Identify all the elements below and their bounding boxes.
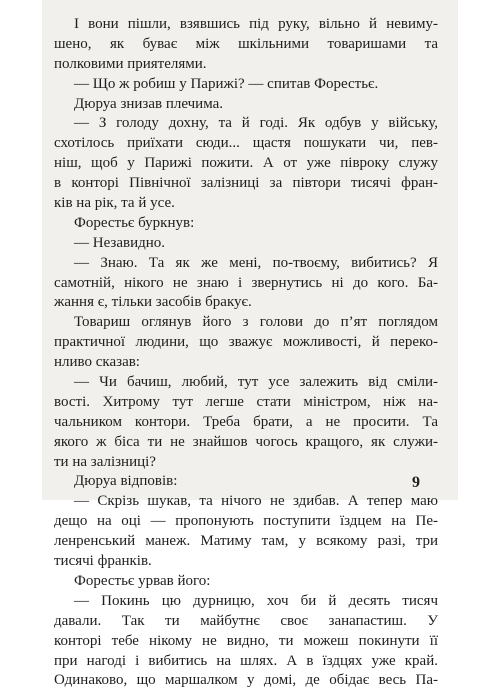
text-line: вості. Хитрому тут легше стати міністром, ніж на- [54,393,438,410]
text-line: дещо на оці — пропонують поступити їздцем на Пе- [54,513,438,530]
page-number: 9 [412,474,420,491]
text-line: Товариш оглянув його з голови до п’ят поглядом [74,314,438,331]
text-line: — Знаю. Та як же мені, по-твоєму, вибитись? Я [74,254,438,271]
text-line: — Чи бачиш, любий, тут усе залежить від сміли- [74,374,438,391]
text-line: шено, як буває між шкільними товаришами та [54,35,438,52]
body-text [54,15,438,691]
text-line: в конторі Північної залізниці за півтори тисячі фран- [54,175,438,192]
text-line: при нагоді і вибитись на шлях. А в їздцях уже край. [54,652,438,669]
text-line: Дюруа знизав плечима. [74,95,224,112]
text-line: схотілось приїхати сюди... щастя пошукати чи, пев- [54,135,438,152]
text-line: — Покинь цю дурницю, хоч би й десять тисяч [74,592,438,609]
text-line: І вони пішли, взявшись під руку, вільно й невиму- [74,16,438,32]
text-line: ленренський манеж. Матиму там, у всякому разі, три [54,533,438,550]
text-line: Дюруа відповів: [74,473,178,490]
text-line: якого ж біса ти не знайшов чогось кращого, як служи- [54,433,438,450]
text-line: ніш, щоб у Парижі пожити. А от уже півроку служу [54,155,438,172]
text-line: чальником контори. Треба брати, а не просити. Та [54,413,438,430]
text-line: самотній, нікого не знаю і звернутись ні до кого. Ба- [54,274,438,291]
text-line: — Незавидно. [74,234,166,251]
text-line: ти на залізниці? [54,453,156,470]
text-line: полковими приятелями. [54,55,207,72]
text-line: — Що ж робиш у Парижі? — спитав Форестьє. [74,75,379,92]
text-line: ків на рік, та й усе. [54,195,175,212]
text-line: Форестьє урвав його: [74,572,211,589]
text-line: практичної людини, що зважує можливості, й переко- [54,334,438,351]
text-line: жання є, тільки засобів бракує. [54,294,252,311]
book-page [42,0,458,689]
text-line: Форестьє буркнув: [74,214,195,231]
text-line: Одинаково, що маршалком у домі, де обідає весь Па- [54,672,438,689]
text-line: давали. Так ти майбутнє своє занапастиш. У [54,612,438,629]
text-line: нливо сказав: [54,354,140,371]
text-line: — Скрізь шукав, та нічого не здибав. А тепер маю [74,493,438,510]
text-line: тисячі франків. [54,553,152,570]
text-line: конторі тебе нікому не видно, ти можеш покинути її [54,632,438,649]
text-line: — З голоду дохну, та й годі. Як одбув у війську, [74,115,438,132]
